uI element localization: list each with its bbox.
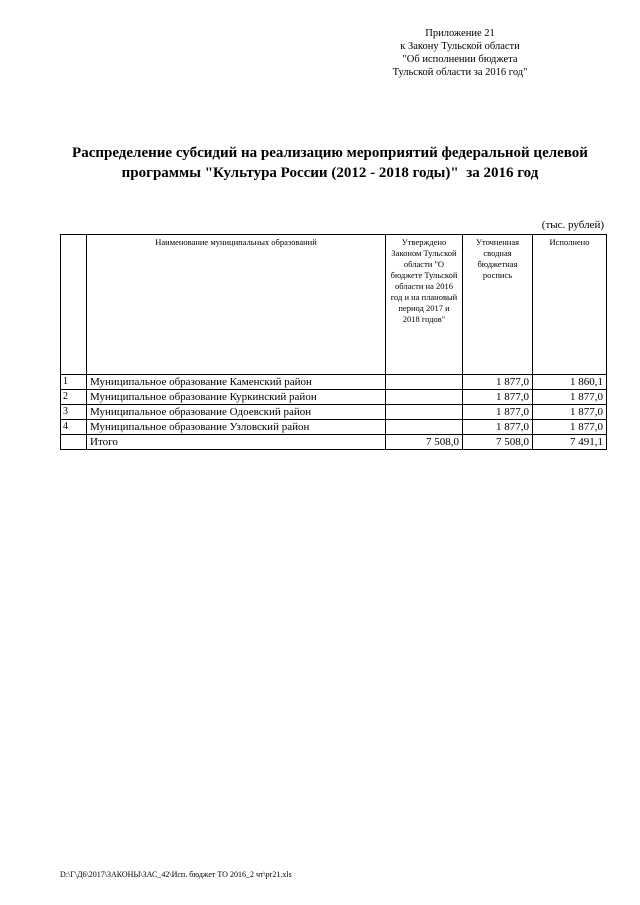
appendix-line-2: к Закону Тульской области [400, 41, 520, 52]
total-index [61, 435, 87, 450]
table-total-row [61, 435, 607, 450]
row-refined: 1 877,0 [463, 390, 533, 405]
appendix-line-1: Приложение 21 [425, 28, 495, 39]
row-name: Муниципальное образование Одоевский район [87, 405, 386, 420]
row-approved [386, 375, 463, 390]
total-name: Итого [87, 435, 386, 450]
header-index [61, 235, 87, 375]
total-refined: 7 508,0 [463, 435, 533, 450]
header-executed: Исполнено [533, 235, 607, 375]
appendix-line-3: "Об исполнении бюджета [402, 54, 518, 65]
row-name: Муниципальное образование Узловский район [87, 420, 386, 435]
table-row [61, 375, 607, 390]
file-path-footer: D:\Г\Д6\2017\ЗАКОНЫ\ЗАС_42\Исп. бюджет ТО 2016_2 чт\pr21.xls [60, 870, 292, 879]
table-row [61, 420, 607, 435]
row-name: Муниципальное образование Каменский район [87, 375, 386, 390]
header-refined: Уточненная сводная бюджетная роспись [463, 235, 533, 375]
title-line-1: Распределение субсидий на реализацию мероприятий федеральной целевой [72, 145, 588, 161]
table-header-row [61, 235, 607, 375]
row-approved [386, 420, 463, 435]
row-executed: 1 877,0 [533, 420, 607, 435]
table-row [61, 390, 607, 405]
table-row [61, 405, 607, 420]
row-refined: 1 877,0 [463, 375, 533, 390]
row-approved [386, 390, 463, 405]
appendix-line-4: Тульской области за 2016 год" [392, 67, 528, 78]
header-approved: Утверждено Законом Тульской области "О бюджете Тульской области на 2016 год и на плановый период 2017 и 2018 годов" [386, 235, 463, 375]
row-refined: 1 877,0 [463, 405, 533, 420]
appendix-header [360, 27, 560, 79]
row-index: 4 [61, 420, 87, 435]
document-title [40, 143, 620, 183]
row-executed: 1 860,1 [533, 375, 607, 390]
row-name: Муниципальное образование Куркинский район [87, 390, 386, 405]
header-name: Наименование муниципальных образований [87, 235, 386, 375]
subsidy-table [60, 234, 607, 450]
units-label: (тыс. рублей) [541, 219, 604, 231]
row-refined: 1 877,0 [463, 420, 533, 435]
row-executed: 1 877,0 [533, 405, 607, 420]
total-approved: 7 508,0 [386, 435, 463, 450]
row-approved [386, 405, 463, 420]
row-executed: 1 877,0 [533, 390, 607, 405]
title-line-2: программы "Культура России (2012 - 2018 годы)" за 2016 год [121, 165, 539, 181]
row-index: 2 [61, 390, 87, 405]
row-index: 1 [61, 375, 87, 390]
row-index: 3 [61, 405, 87, 420]
total-executed: 7 491,1 [533, 435, 607, 450]
